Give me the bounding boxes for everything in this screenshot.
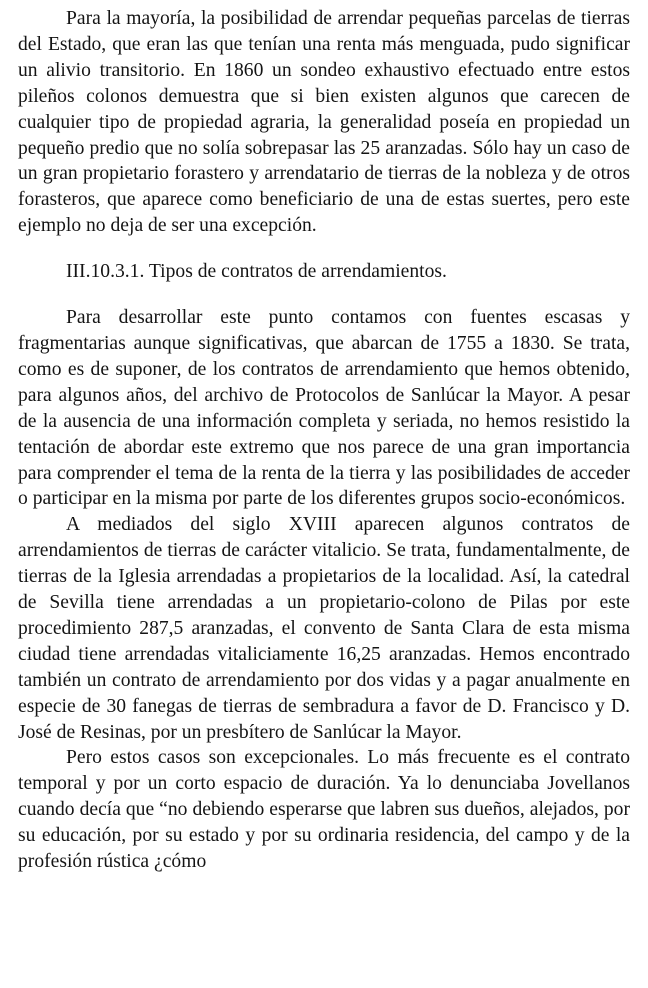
- paragraph-sources: Para desarrollar este punto contamos con fuentes escasas y fragmentarias aunque significativas, que abarcan de 1755 a 1830. Se trata, como es de suponer, de los contratos de arrendamiento que hemos obtenido, para algunos años, del archivo de Protocolos de Sanlúcar la Mayor. A pesar de la ausencia de una información completa y seriada, no hemos resistido la tentación de abordar este extremo que nos parece de una gran importancia para comprender el tema de la renta de la tierra y las posibilidades de acceder o participar en la misma por parte de los diferentes grupos socio-económicos.: [18, 307, 630, 510]
- paragraph-lifetime-leases: A mediados del siglo XVIII aparecen algunos contratos de arrendamientos de tierras de carácter vitalicio. Se trata, fundamentalmente, de tierras de la Iglesia arrendadas a propietarios de la localidad. Así, la catedral de Sevilla tiene arrendadas a un propietario-colono de Pilas por este procedimiento 287,5 aranzadas, el convento de Santa Clara de esta misma ciudad tiene arrendadas vitaliciamente 16,25 aranzadas. Hemos encontrado también un contrato de arrendamiento por dos vidas y a pagar anualmente en especie de 30 fanegas de tierras de sembradura a favor de D. Francisco y D. José de Resinas, por un presbítero de Sanlúcar la Mayor.: [18, 514, 630, 743]
- document-page: [18, 6, 630, 875]
- paragraph-state-land-leases: Para la mayoría, la posibilidad de arrendar pequeñas parcelas de tierras del Estado, que eran las que tenían una renta más menguada, pudo significar un alivio transitorio. En 1860 un sondeo exhaustivo efectuado entre estos pileños colonos demuestra que si bien existen algunos que carecen de cualquier tipo de propiedad agraria, la generalidad poseía en propiedad un pequeño predio que no solía sobrepasar las 25 aranzadas. Sólo hay un caso de un gran propietario forastero y arrendatario de tierras de la nobleza y de otros forasteros, que aparece como beneficiario de una de estas suertes, pero este ejemplo no deja de ser una excepción.: [18, 8, 630, 237]
- section-heading: III.10.3.1. Tipos de contratos de arrendamientos.: [66, 261, 447, 283]
- paragraph-temporary-contracts: Pero estos casos son excepcionales. Lo más frecuente es el contrato temporal y por un corto espacio de duración. Ya lo denunciaba Jovellanos cuando decía que “no debiendo esperarse que labren sus dueños, alejados, por su educación, por su estado y por su ordinaria residencia, del campo y de la profesión rústica ¿cómo: [18, 747, 630, 873]
